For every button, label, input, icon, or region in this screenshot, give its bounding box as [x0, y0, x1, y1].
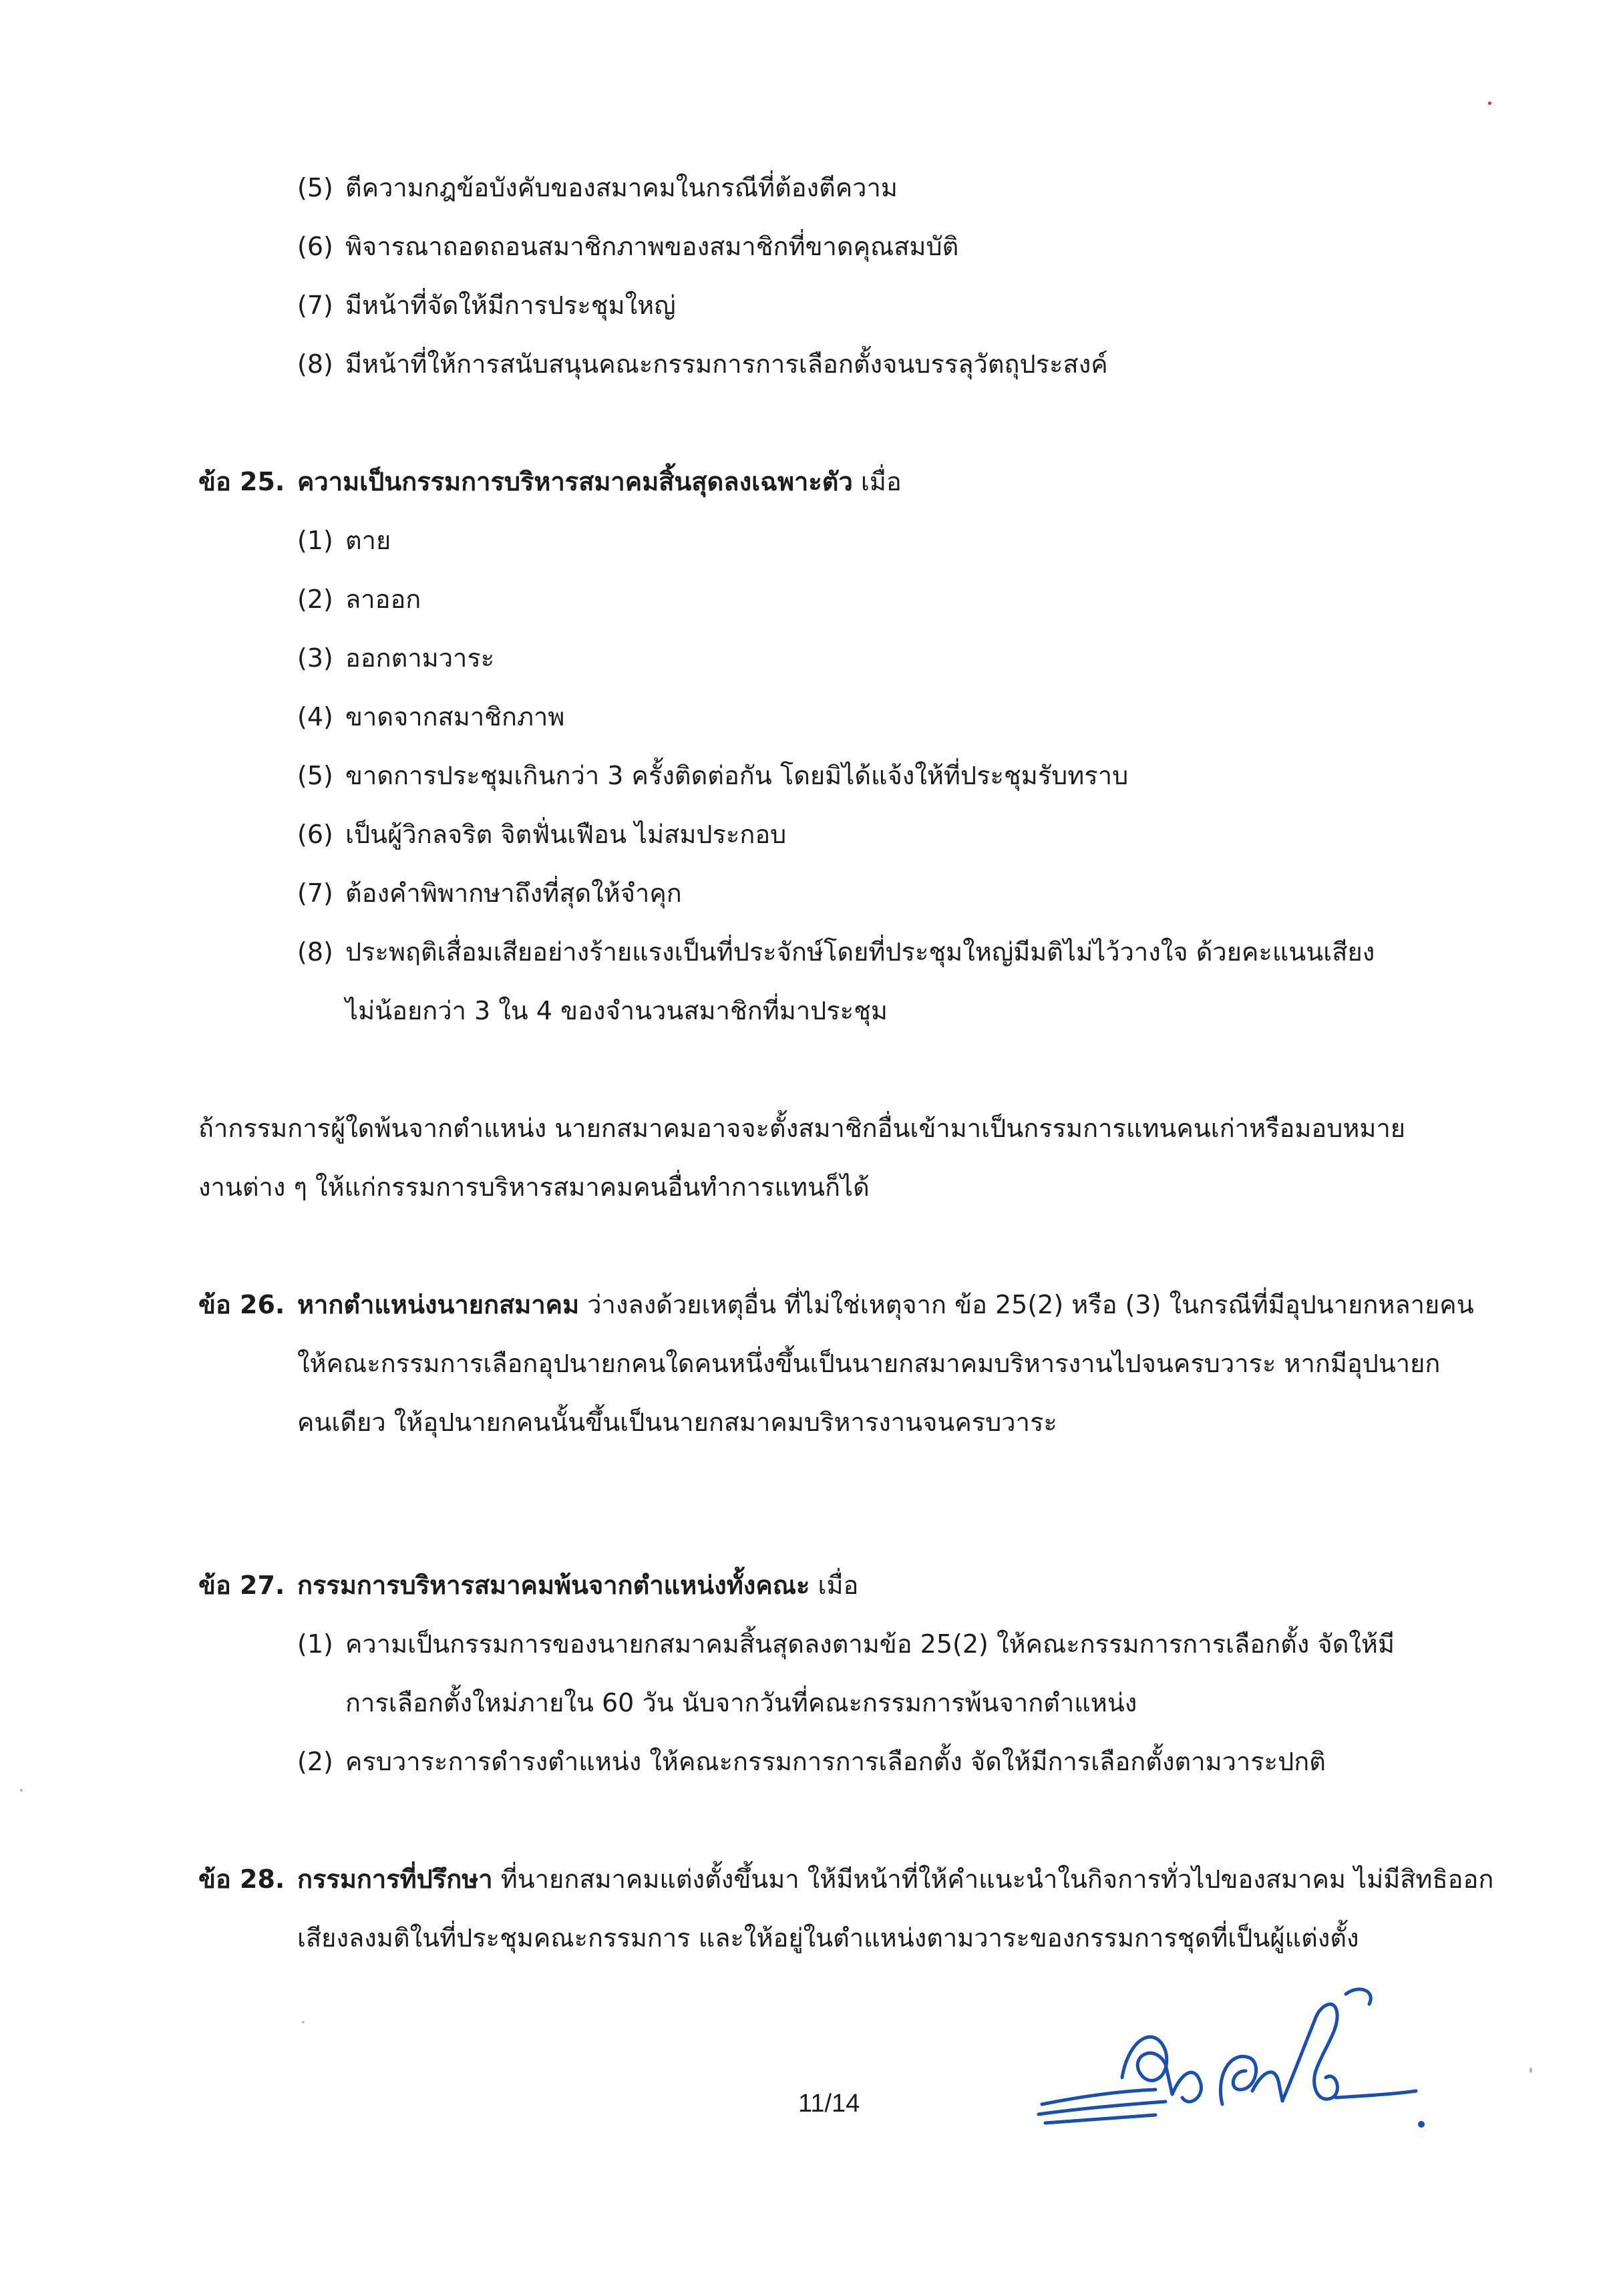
item-text: ตีความกฎข้อบังคับของสมาคมในกรณีที่ต้องตีความ [345, 173, 898, 202]
list-item-continuation: ไม่น้อยกว่า 3 ใน 4 ของจำนวนสมาชิกที่มาประชุม [345, 996, 888, 1025]
list-item [297, 935, 1375, 969]
item-text: ลาออก [345, 585, 421, 614]
item-number: (5) [297, 761, 333, 790]
item-number: (7) [297, 291, 333, 320]
scan-speck [1530, 2068, 1532, 2073]
item-number: (8) [297, 937, 333, 967]
paragraph-line: ถ้ากรรมการผู้ใดพ้นจากตำแหน่ง นายกสมาคมอาจจะตั้งสมาชิกอื่นเข้ามาเป็นกรรมการแทนคนเก่าหรือมอบหมาย [198, 1114, 1406, 1143]
list-item [297, 347, 1108, 381]
item-number: (4) [297, 702, 333, 731]
item-text: มีหน้าที่ให้การสนับสนุนคณะกรรมการการเลือกตั้งจนบรรลุวัตถุประสงค์ [345, 349, 1108, 379]
section-title: กรรมการบริหารสมาคมพ้นจากตำแหน่งทั้งคณะ [297, 1571, 810, 1600]
item-number: (2) [297, 585, 333, 614]
item-number: (3) [297, 643, 333, 673]
paragraph-line: เสียงลงมติในที่ประชุมคณะกรรมการ และให้อยู่ในตำแหน่งตามวาระของกรรมการชุดที่เป็นผู้แต่งตั้ง [297, 1923, 1359, 1953]
scan-speck [20, 1789, 23, 1792]
section-text: ว่างลงด้วยเหตุอื่น ที่ไม่ใช่เหตุจาก ข้อ 25(2) หรือ (3) ในกรณีที่มีอุปนายกหลายคน [579, 1290, 1474, 1319]
section-text: ที่นายกสมาคมแต่งตั้งขึ้นมา ให้มีหน้าที่ให้คำแนะนำในกิจการทั่วไปของสมาคม ไม่มีสิทธิออก [492, 1864, 1494, 1894]
list-item [297, 523, 391, 558]
section-heading [297, 464, 902, 499]
item-text: เป็นผู้วิกลจริต จิตฟั่นเฟือน ไม่สมประกอบ [345, 820, 787, 849]
list-item [297, 582, 421, 617]
item-text: พิจารณาถอดถอนสมาชิกภาพของสมาชิกที่ขาดคุณสมบัติ [345, 232, 959, 261]
item-number: (6) [297, 232, 333, 261]
list-item [297, 170, 898, 205]
item-number: (1) [297, 1629, 333, 1659]
section-title: หากตำแหน่งนายกสมาคม [297, 1290, 580, 1319]
list-item [297, 876, 682, 911]
list-item [297, 699, 564, 734]
section-title: กรรมการที่ปรึกษา [297, 1864, 493, 1894]
list-item [297, 758, 1128, 793]
page-number: 11/14 [798, 2090, 860, 2118]
section-suffix: เมื่อ [810, 1571, 859, 1600]
section-number: ข้อ 27. [198, 1571, 285, 1600]
list-item [297, 641, 494, 675]
section-number: ข้อ 28. [198, 1864, 285, 1894]
item-number: (8) [297, 349, 333, 379]
section-number: ข้อ 26. [198, 1290, 285, 1319]
list-item [297, 1627, 1395, 1661]
paragraph-line: งานต่าง ๆ ให้แก่กรรมการบริหารสมาคมคนอื่นทำการแทนก็ได้ [198, 1172, 870, 1202]
signature [1022, 1977, 1436, 2151]
section-suffix: เมื่อ [852, 467, 902, 496]
paragraph-line: คนเดียว ให้อุปนายกคนนั้นขึ้นเป็นนายกสมาคมบริหารงานจนครบวาระ [297, 1408, 1057, 1437]
item-number: (1) [297, 526, 333, 555]
item-number: (6) [297, 820, 333, 849]
list-item [297, 229, 958, 264]
section-heading [297, 1862, 1493, 1897]
item-text: ขาดจากสมาชิกภาพ [345, 702, 565, 731]
item-text: ออกตามวาระ [345, 643, 495, 673]
item-text: ตาย [345, 526, 391, 555]
list-item [297, 288, 676, 323]
item-number: (7) [297, 878, 333, 908]
list-item-continuation: การเลือกตั้งใหม่ภายใน 60 วัน นับจากวันที่คณะกรรมการพ้นจากตำแหน่ง [345, 1688, 1137, 1717]
item-text: ต้องคำพิพากษาถึงที่สุดให้จำคุก [345, 878, 682, 908]
item-text: ครบวาระการดำรงตำแหน่ง ให้คณะกรรมการการเลือกตั้ง จัดให้มีการเลือกตั้งตามวาระปกติ [345, 1747, 1326, 1776]
section-number: ข้อ 25. [198, 467, 285, 496]
scan-speck [302, 2021, 305, 2023]
item-text: มีหน้าที่จัดให้มีการประชุมใหญ่ [345, 291, 676, 320]
scan-speck [1488, 102, 1491, 105]
list-item [297, 817, 786, 852]
item-number: (5) [297, 173, 333, 202]
paragraph-line: ให้คณะกรรมการเลือกอุปนายกคนใดคนหนึ่งขึ้นเป็นนายกสมาคมบริหารงานไปจนครบวาระ หากมีอุปนายก [297, 1349, 1441, 1378]
item-text: ขาดการประชุมเกินกว่า 3 ครั้งติดต่อกัน โดยมิได้แจ้งให้ที่ประชุมรับทราบ [345, 761, 1129, 790]
section-title: ความเป็นกรรมการบริหารสมาคมสิ้นสุดลงเฉพาะตัว [297, 467, 853, 496]
item-text: ประพฤติเสื่อมเสียอย่างร้ายแรงเป็นที่ประจักษ์โดยที่ประชุมใหญ่มีมติไม่ไว้วางใจ ด้วยคะแนนเสียง [345, 937, 1375, 967]
list-item [297, 1744, 1326, 1779]
item-text: ความเป็นกรรมการของนายกสมาคมสิ้นสุดลงตามข้อ 25(2) ให้คณะกรรมการการเลือกตั้ง จัดให้มี [345, 1629, 1395, 1659]
section-heading [297, 1568, 858, 1603]
item-number: (2) [297, 1747, 333, 1776]
section-heading [297, 1287, 1474, 1322]
